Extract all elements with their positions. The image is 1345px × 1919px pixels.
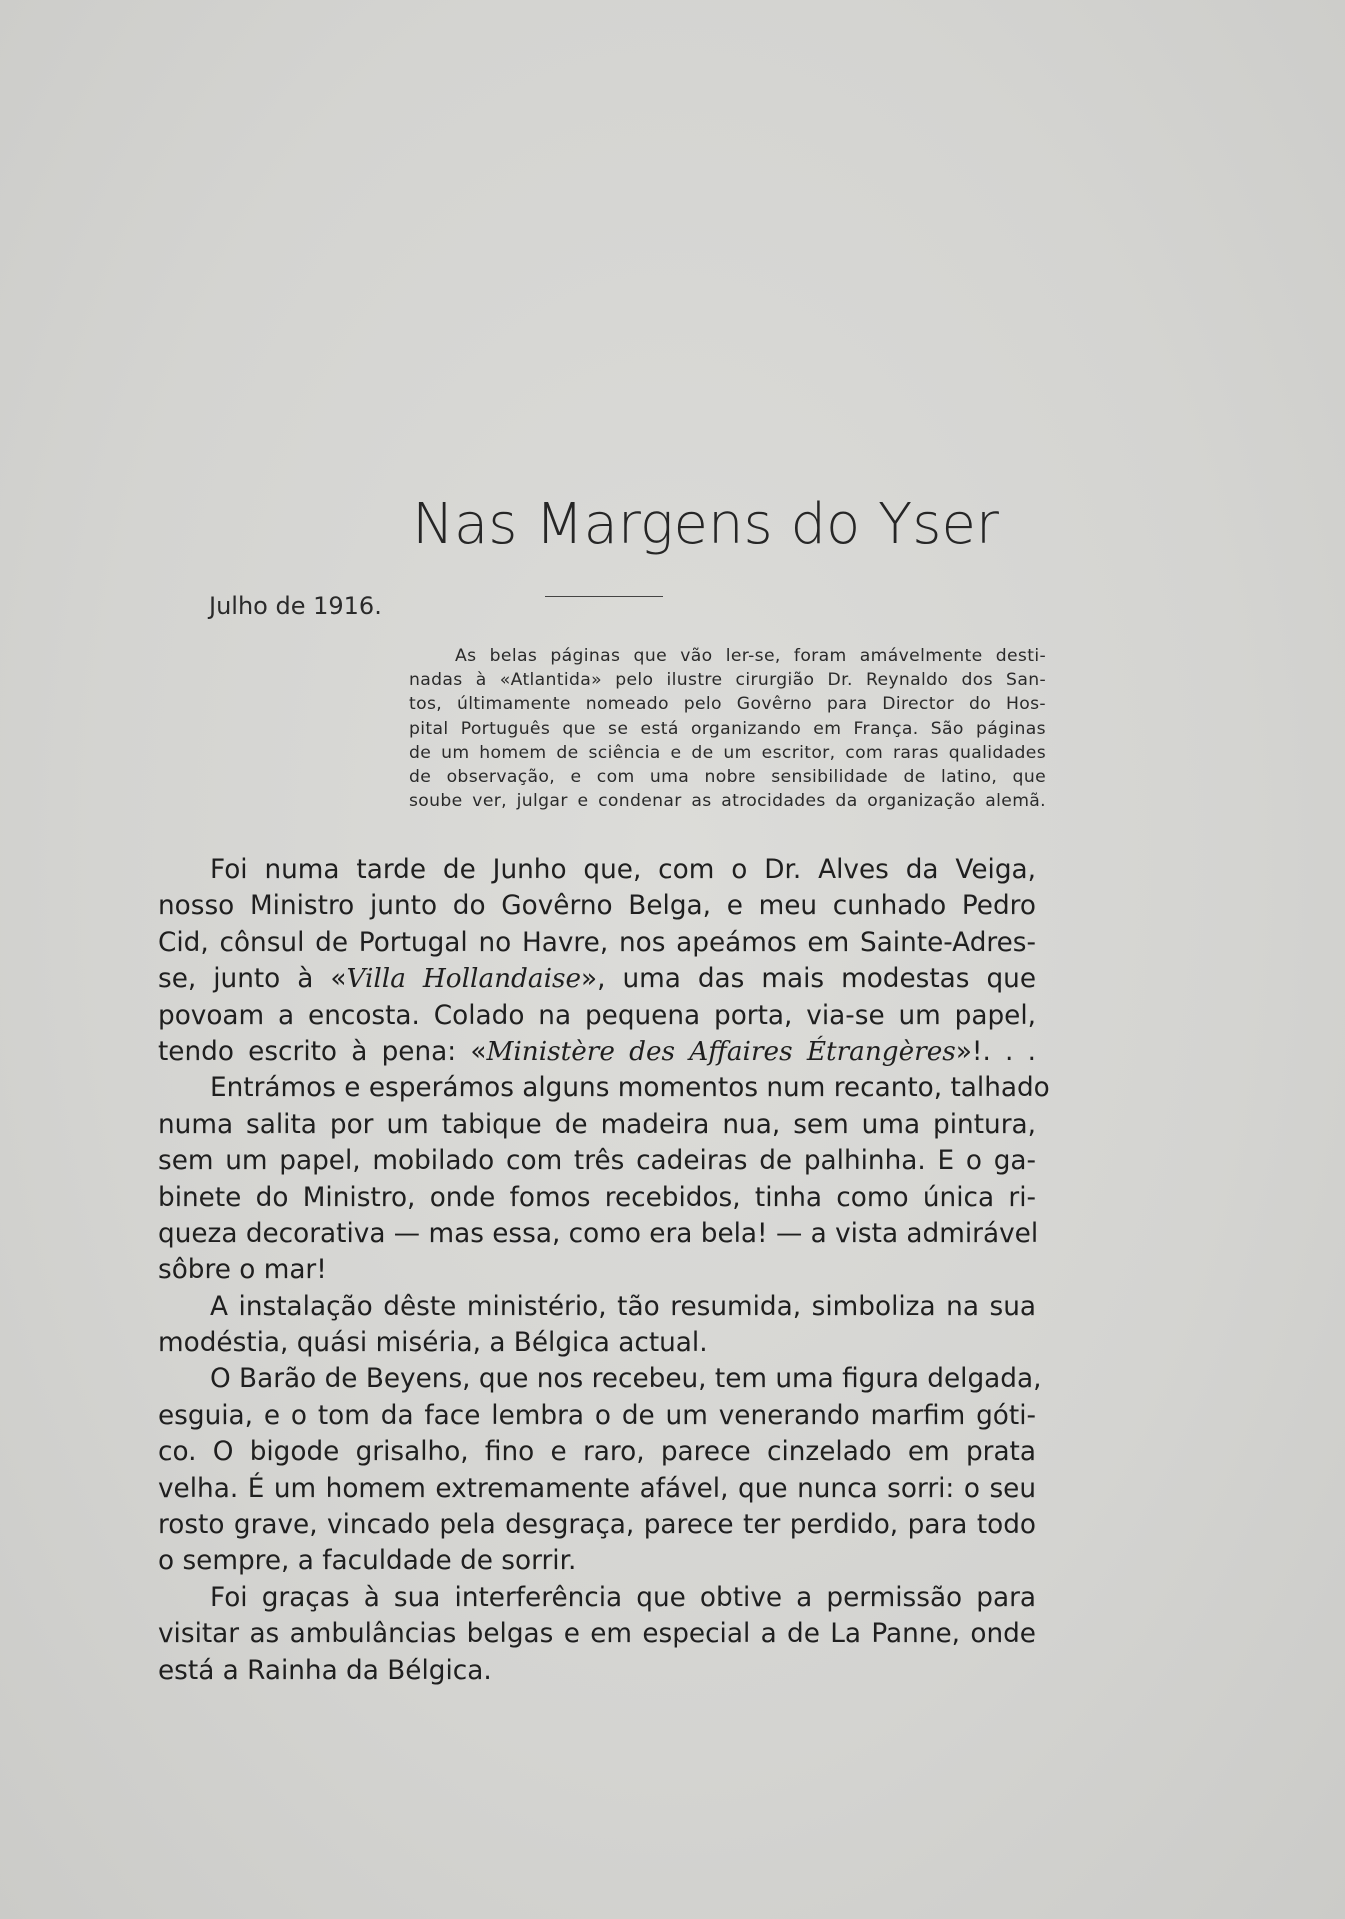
italic-villa-name: Villa Hollandaise — [346, 964, 582, 995]
body-text-fragment: »!. . . — [955, 1036, 1036, 1067]
epigraph-line: pital Português que se está organizando em França. São páginas — [409, 718, 1046, 739]
body-line: Foi graças à sua interferência que obtive a permissão para — [210, 1582, 1036, 1613]
epigraph-line: nadas à «Atlantida» pelo ilustre cirurgião Dr. Reynaldo dos San- — [409, 670, 1046, 691]
body-line: numa salita por um tabique de madeira nua, sem uma pintura, — [158, 1109, 1036, 1140]
body-line: co. O bigode grisalho, fino e raro, parece cinzelado em prata — [158, 1437, 1036, 1468]
body-line: A instalação dêste ministério, tão resumida, simboliza na sua — [210, 1291, 1036, 1322]
body-text-fragment: tendo escrito à pena: « — [158, 1036, 487, 1067]
epigraph-line: soube ver, julgar e condenar as atrocidades da organização alemã. — [409, 791, 1046, 812]
body-line: Foi numa tarde de Junho que, com o Dr. Alves da Veiga, — [210, 855, 1036, 885]
body-line: esguia, e o tom da face lembra o de um venerando marfim góti- — [158, 1400, 1036, 1431]
body-text-fragment: », uma das mais modestas que — [581, 964, 1036, 995]
epigraph-line: de observação, e com uma nobre sensibilidade de latino, que — [409, 767, 1046, 788]
epigraph-line: As belas páginas que vão ler-se, foram amávelmente desti- — [455, 646, 1046, 666]
page-title: Nas Margens do Yser — [412, 492, 999, 557]
body-line: está a Rainha da Bélgica. — [158, 1655, 492, 1686]
body-line: binete do Ministro, onde fomos recebidos, tinha como única ri- — [158, 1182, 1036, 1213]
body-line: rosto grave, vincado pela desgraça, parece ter perdido, para todo — [158, 1510, 1036, 1541]
body-line: sem um papel, mobilado com três cadeiras de palhinha. E o ga- — [158, 1146, 1036, 1177]
body-line: nosso Ministro junto do Govêrno Belga, e meu cunhado Pedro — [158, 891, 1036, 922]
body-line: Cid, cônsul de Portugal no Havre, nos apeámos em Sainte-Adres- — [158, 927, 1036, 958]
epigraph-note — [409, 644, 1046, 813]
body-text — [158, 852, 1050, 1689]
epigraph-line: tos, últimamente nomeado pelo Govêrno para Director do Hos- — [409, 694, 1046, 715]
body-line — [158, 961, 1036, 997]
body-line: Entrámos e esperámos alguns momentos num recanto, talhado — [210, 1073, 1050, 1104]
body-line — [158, 1034, 1036, 1070]
body-line: velha. É um homem extremamente afável, que nunca sorri: o seu — [158, 1473, 1036, 1504]
body-line: povoam a encosta. Colado na pequena porta, via-se um papel, — [158, 1000, 1036, 1031]
body-line: O Barão de Beyens, que nos recebeu, tem uma figura delgada, — [210, 1364, 1042, 1395]
body-line: o sempre, a faculdade de sorrir. — [158, 1546, 577, 1577]
body-line: modéstia, quási miséria, a Bélgica actual. — [158, 1328, 708, 1359]
date-line: Julho de 1916. — [209, 592, 382, 620]
italic-ministry-sign: Ministère des Affaires Étrangères — [486, 1036, 956, 1067]
body-line: queza decorativa — mas essa, como era bela! — a vista admirável — [158, 1218, 1039, 1249]
title-divider — [545, 596, 663, 597]
epigraph-line: de um homem de sciência e de um escritor, com raras qualidades — [409, 742, 1046, 763]
body-text-fragment: se, junto à « — [158, 964, 347, 995]
body-line: visitar as ambulâncias belgas e em especial a de La Panne, onde — [158, 1619, 1036, 1650]
body-line: sôbre o mar! — [158, 1255, 327, 1286]
